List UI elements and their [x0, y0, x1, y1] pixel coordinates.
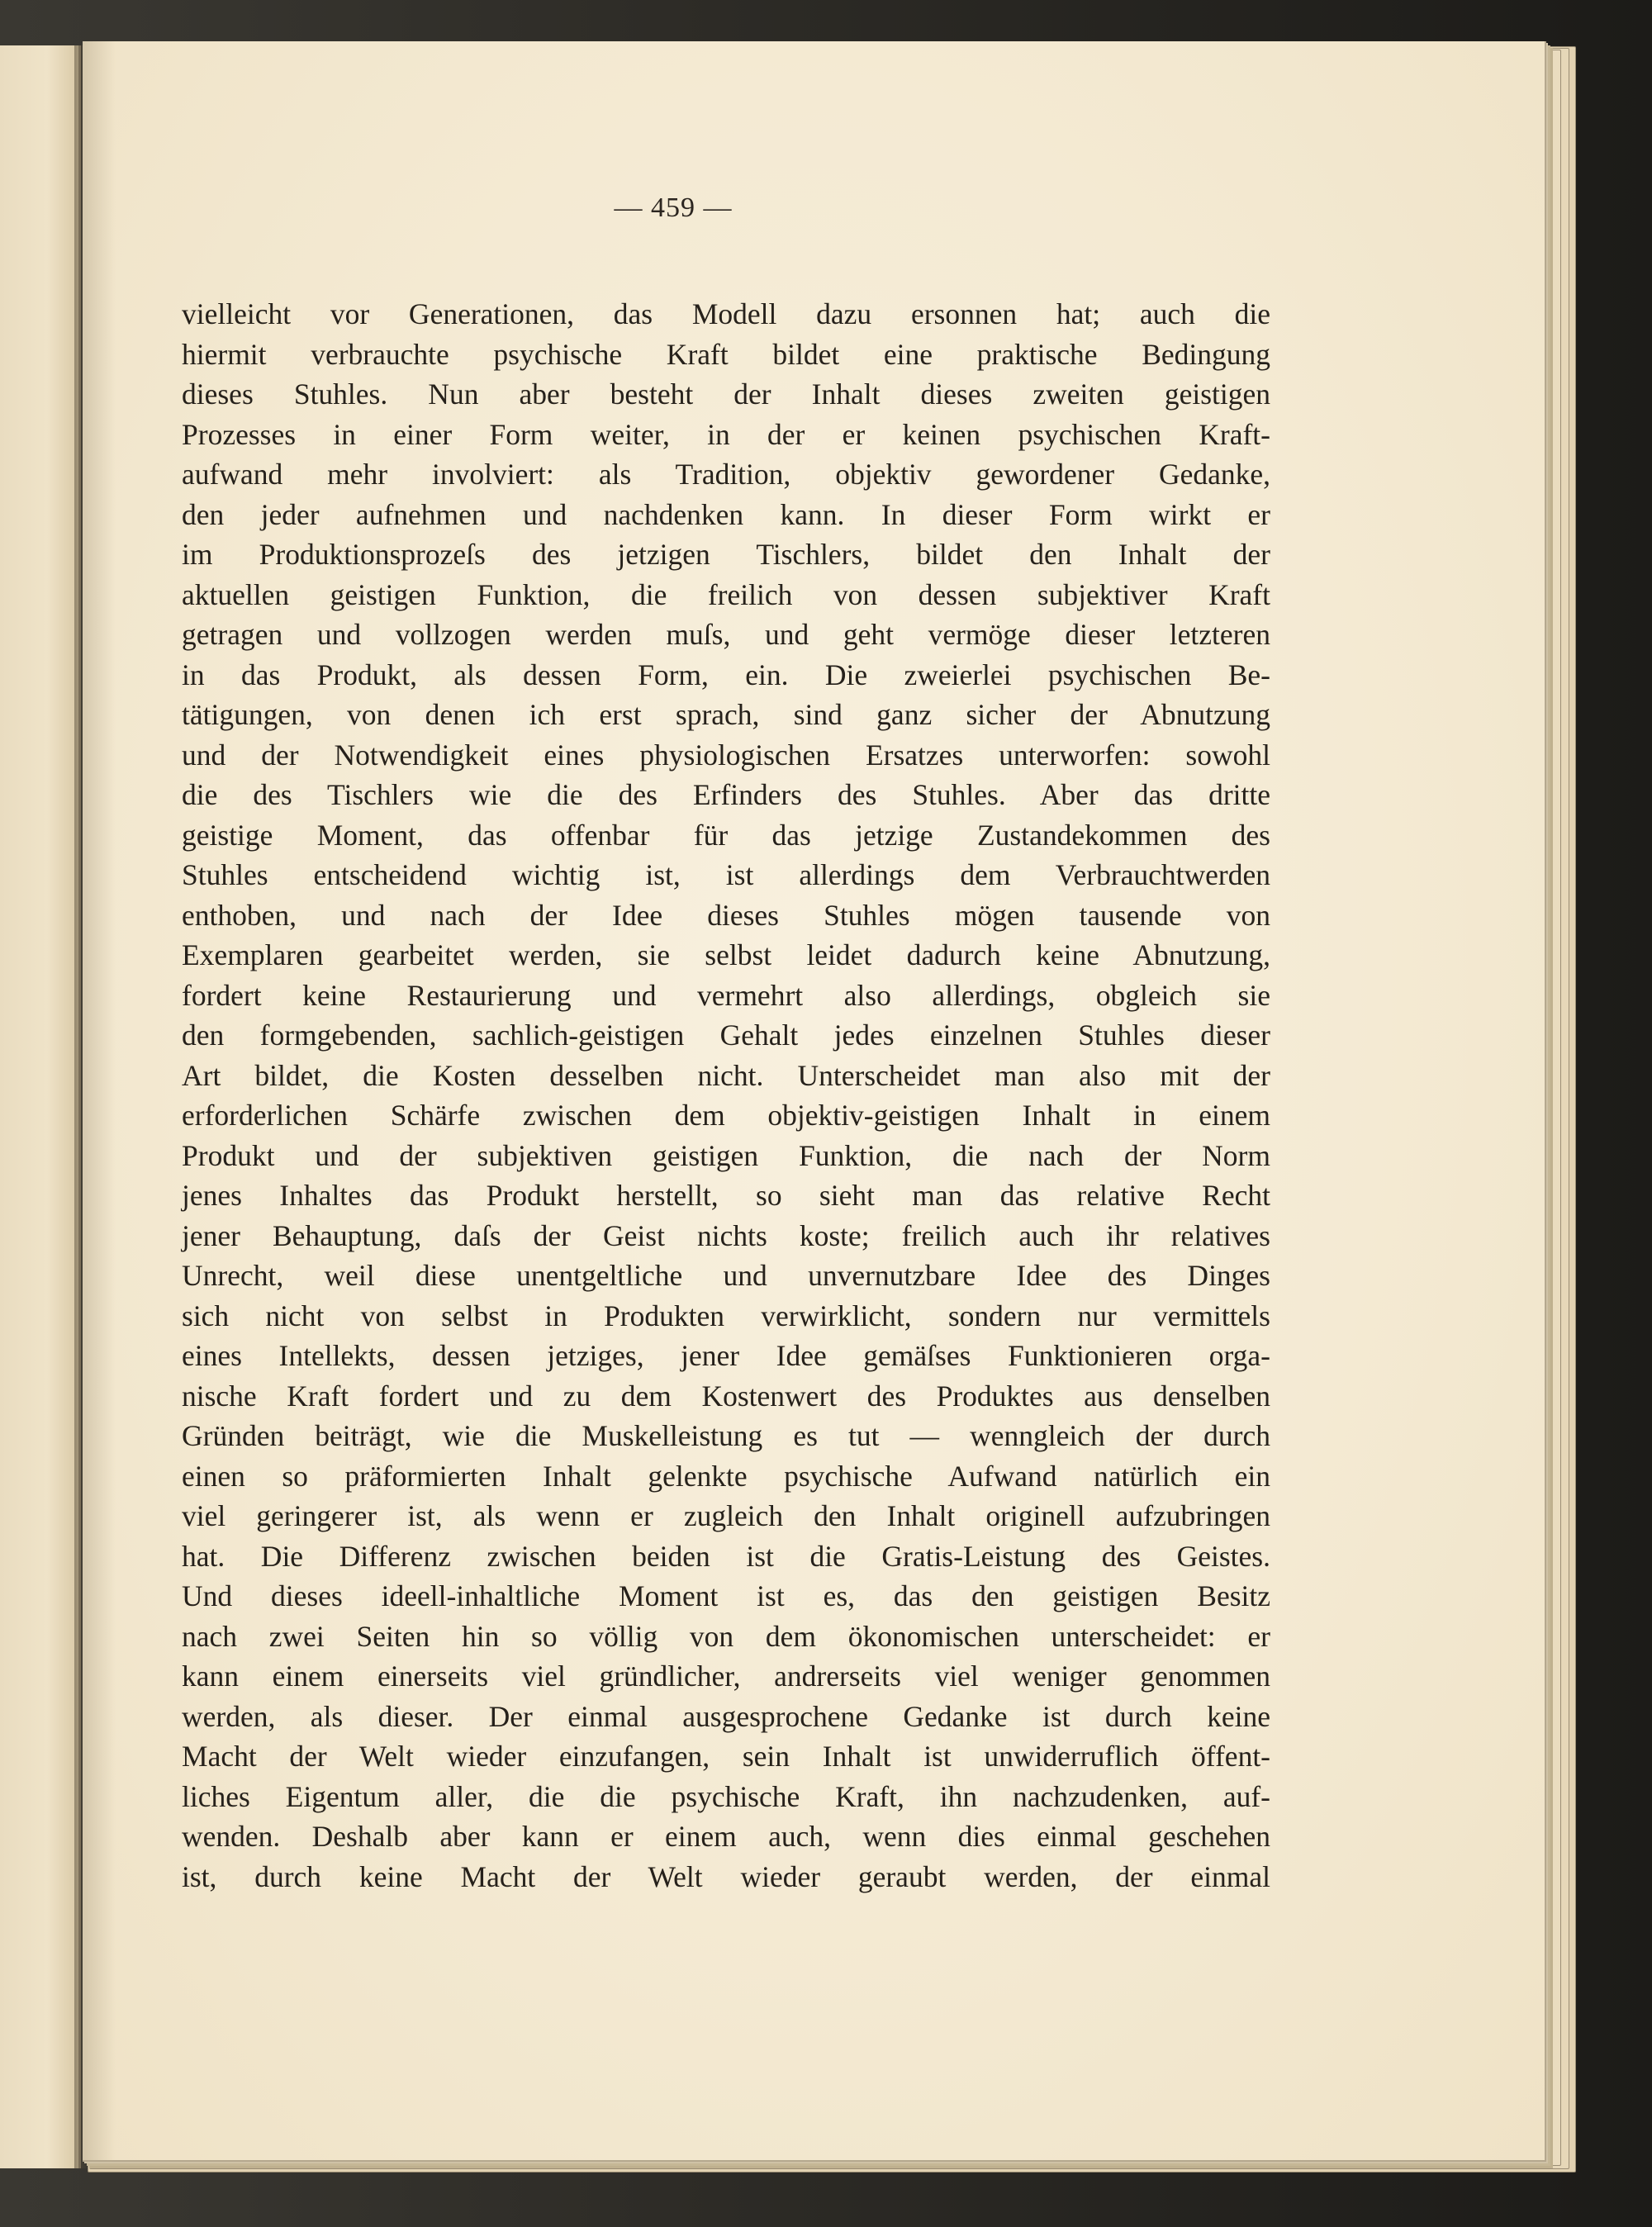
text-line: einen so präformierten Inhalt gelenkte psychische Aufwand natürlich ein	[182, 1459, 1270, 1493]
text-line: eines Intellekts, dessen jetziges, jener Idee gemäſses Funktionieren orga-	[182, 1339, 1270, 1372]
text-line: sich nicht von selbst in Produkten verwirklicht, sondern nur vermittels	[182, 1299, 1270, 1332]
text-line: kann einem einerseits viel gründlicher, andrerseits viel weniger genommen	[182, 1660, 1270, 1693]
text-line: enthoben, und nach der Idee dieses Stuhles mögen tausende von	[182, 898, 1270, 932]
gutter-shade	[83, 41, 116, 2160]
text-line: geistige Moment, das offenbar für das jetzige Zustandekommen des	[182, 818, 1270, 852]
text-line: wenden. Deshalb aber kann er einem auch, wenn dies einmal geschehen	[182, 1820, 1270, 1853]
text-line: die des Tischlers wie die des Erfinders des Stuhles. Aber das dritte	[182, 778, 1270, 811]
text-line: hat. Die Differenz zwischen beiden ist die Gratis-Leistung des Geistes.	[182, 1539, 1270, 1573]
text-line: Gründen beiträgt, wie die Muskelleistung es tut — wenngleich der durch	[182, 1419, 1270, 1452]
previous-page-edge	[0, 45, 81, 2168]
page-number: — 459 —	[614, 192, 733, 223]
text-line: Produkt und der subjektiven geistigen Funktion, die nach der Norm	[182, 1138, 1270, 1172]
text-line: den formgebenden, sachlich-geistigen Gehalt jedes einzelnen Stuhles dieser	[182, 1019, 1270, 1052]
text-line: den jeder aufnehmen und nachdenken kann. In dieser Form wirkt er	[182, 497, 1270, 531]
text-line: nische Kraft fordert und zu dem Kostenwert des Produktes aus denselben	[182, 1379, 1270, 1413]
text-line: fordert keine Restaurierung und vermehrt also allerdings, obgleich sie	[182, 978, 1270, 1012]
text-line: hiermit verbrauchte psychische Kraft bildet eine praktische Bedingung	[182, 337, 1270, 371]
text-line: nach zwei Seiten hin so völlig von dem ökonomischen unterscheidet: er	[182, 1619, 1270, 1653]
text-line: ist, durch keine Macht der Welt wieder geraubt werden, der einmal	[182, 1859, 1270, 1893]
text-line: Stuhles entscheidend wichtig ist, ist allerdings dem Verbrauchtwerden	[182, 858, 1270, 891]
text-line: im Produktionsprozeſs des jetzigen Tischlers, bildet den Inhalt der	[182, 538, 1270, 571]
text-line: und der Notwendigkeit eines physiologischen Ersatzes unterworfen: sowohl	[182, 738, 1270, 772]
text-line: jenes Inhaltes das Produkt herstellt, so sieht man das relative Recht	[182, 1179, 1270, 1212]
body-text	[182, 294, 1270, 1897]
text-line: erforderlichen Schärfe zwischen dem objektiv-geistigen Inhalt in einem	[182, 1099, 1270, 1132]
text-line: Prozesses in einer Form weiter, in der er keinen psychischen Kraft-	[182, 417, 1270, 451]
text-line: tätigungen, von denen ich erst sprach, sind ganz sicher der Abnutzung	[182, 698, 1270, 731]
text-line: Macht der Welt wieder einzufangen, sein Inhalt ist unwiderruflich öffent-	[182, 1740, 1270, 1773]
text-line: dieses Stuhles. Nun aber besteht der Inhalt dieses zweiten geistigen	[182, 377, 1270, 411]
text-line: getragen und vollzogen werden muſs, und geht vermöge dieser letzteren	[182, 618, 1270, 651]
text-line: aktuellen geistigen Funktion, die freilich von dessen subjektiver Kraft	[182, 577, 1270, 611]
text-line: werden, als dieser. Der einmal ausgesprochene Gedanke ist durch keine	[182, 1699, 1270, 1733]
text-line: viel geringerer ist, als wenn er zugleich den Inhalt originell aufzubringen	[182, 1499, 1270, 1532]
text-line: liches Eigentum aller, die die psychische Kraft, ihn nachzudenken, auf-	[182, 1779, 1270, 1813]
text-line: in das Produkt, als dessen Form, ein. Die zweierlei psychischen Be-	[182, 658, 1270, 691]
text-line: Und dieses ideell-inhaltliche Moment ist es, das den geistigen Besitz	[182, 1579, 1270, 1612]
text-line: Unrecht, weil diese unentgeltliche und unvernutzbare Idee des Dinges	[182, 1259, 1270, 1292]
text-line: Art bildet, die Kosten desselben nicht. Unterscheidet man also mit der	[182, 1058, 1270, 1092]
text-line: vielleicht vor Generationen, das Modell dazu ersonnen hat; auch die	[182, 297, 1270, 330]
text-line: Exemplaren gearbeitet werden, sie selbst leidet dadurch keine Abnutzung,	[182, 938, 1270, 971]
text-line: jener Behauptung, daſs der Geist nichts koste; freilich auch ihr relatives	[182, 1218, 1270, 1252]
text-line: aufwand mehr involviert: als Tradition, objektiv gewordener Gedanke,	[182, 458, 1270, 491]
